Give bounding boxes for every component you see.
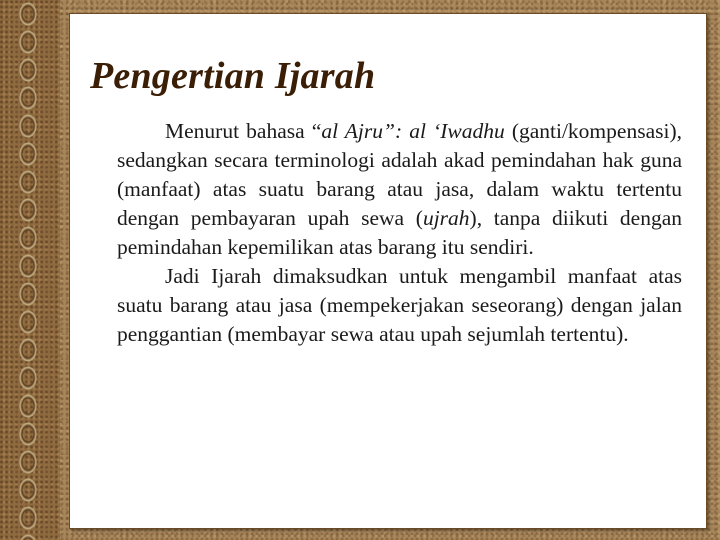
definition-term-italic: al Ajru”: al ‘Iwadhu bbox=[321, 119, 505, 143]
slide-body bbox=[117, 117, 682, 349]
chain-border-decoration bbox=[13, 0, 43, 540]
ujrah-term-italic: ujrah bbox=[422, 206, 470, 230]
slide-title: Pengertian Ijarah bbox=[90, 55, 376, 97]
definition-text-2: (ganti/kompensasi), sedangkan secara terminologi adalah akad pemindahan hak guna (manfaat) atas suatu barang atau jasa, dalam waktu tertentu dengan pembayaran upah sewa ( bbox=[117, 119, 682, 230]
definition-text-3: ), tanpa diikuti dengan pemindahan kepemilikan atas barang itu sendiri. bbox=[117, 206, 682, 259]
conclusion-paragraph: Jadi Ijarah dimaksudkan untuk mengambil manfaat atas suatu barang atau jasa (mempekerjakan seseorang) dengan jalan penggantian (membayar sewa atau upah sejumlah tertentu). bbox=[117, 264, 682, 346]
definition-paragraph bbox=[117, 117, 682, 262]
definition-text-1: Menurut bahasa “ bbox=[165, 119, 322, 143]
